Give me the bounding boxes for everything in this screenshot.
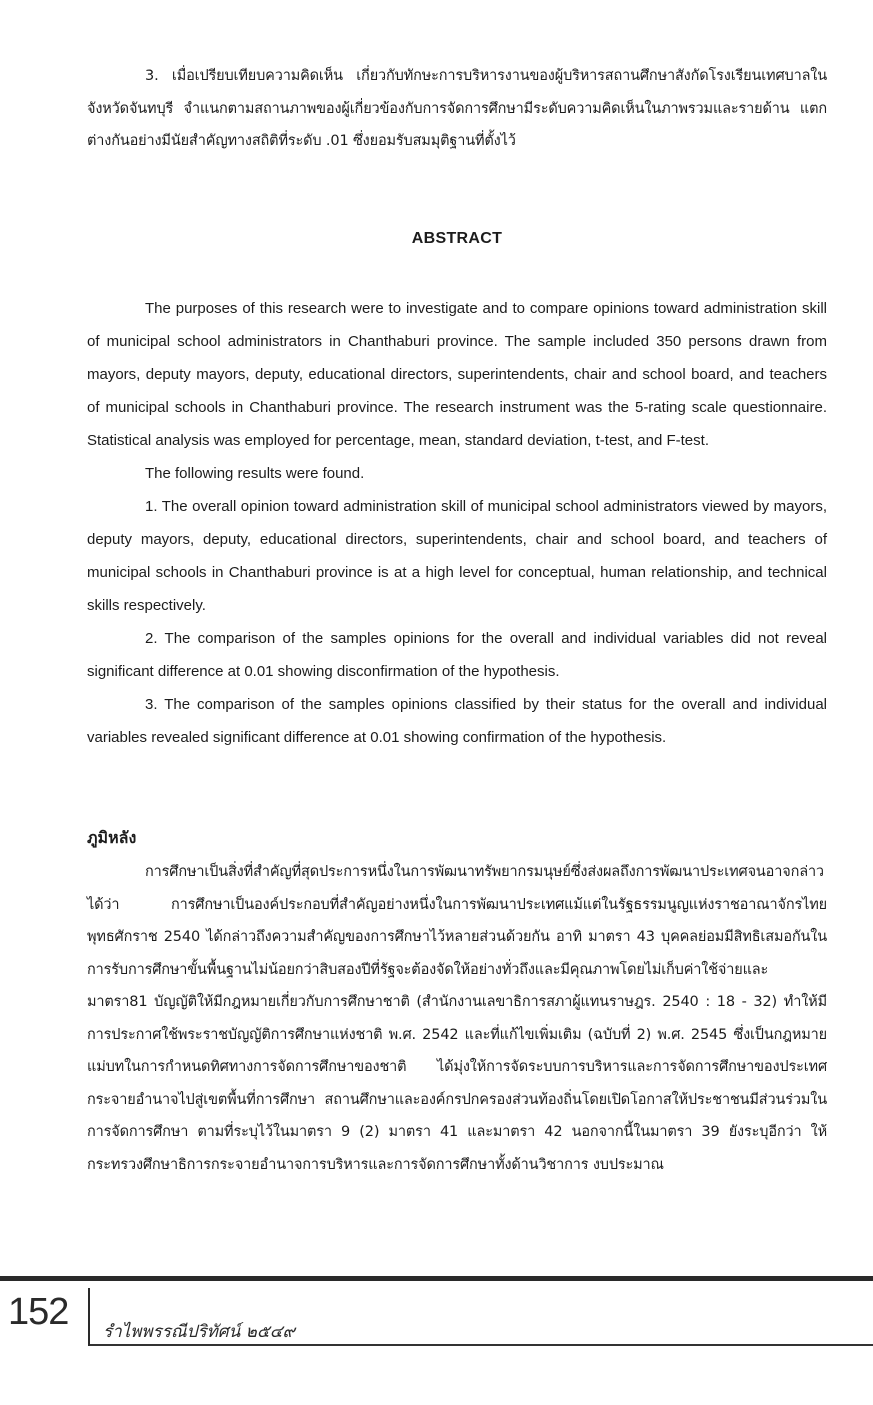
abstract-result-3: 3. The comparison of the samples opinions classified by their status for the overall and individual variables revealed significant difference at 0.01 showing confirmation of the hypothesis.: [87, 696, 827, 746]
thai-summary-section: [87, 60, 827, 158]
footer-bottom-rule: [90, 1344, 873, 1346]
abstract-intro-paragraph: The purposes of this research were to investigate and to compare opinions toward administration skill of municipal school administrators in Chanthaburi province. The sample included 350 persons drawn from mayors, deputy mayors, deputy, educational directors, superintendents, chair and school board, and teachers of municipal schools in Chanthaburi province. The research instrument was the 5-rating scale questionnaire. Statistical analysis was employed for percentage, mean, standard deviation, t-test, and F-test.: [87, 300, 827, 449]
footer-vertical-divider: [88, 1288, 90, 1346]
abstract-results-intro: The following results were found.: [145, 465, 365, 482]
abstract-result-2: 2. The comparison of the samples opinions for the overall and individual variables did not reveal significant difference at 0.01 showing disconfirmation of the hypothesis.: [87, 630, 827, 680]
abstract-body: [87, 292, 827, 754]
page-number: 152: [8, 1291, 69, 1333]
footer-top-rule: [0, 1276, 873, 1281]
background-section: [87, 856, 827, 1181]
journal-name: รำไพพรรณีปริทัศน์ ๒๕๔๙: [103, 1322, 296, 1342]
abstract-title: ABSTRACT: [411, 230, 503, 247]
thai-summary-point-3: 3. เมื่อเปรียบเทียบความคิดเห็น เกี่ยวกับทักษะการบริหารงานของผู้บริหารสถานศึกษาสังกัดโรงเรียนเทศบาลในจังหวัดจันทบุรี จำแนกตามสถานภาพของผู้เกี่ยวข้องกับการจัดการศึกษามีระดับความคิดเห็นในภาพรวมและรายด้าน แตกต่างกันอย่างมีนัยสำคัญทางสถิติที่ระดับ .01 ซึ่งยอมรับสมมุติฐานที่ตั้งไว้: [87, 68, 827, 149]
background-heading: ภูมิหลัง: [87, 828, 137, 847]
abstract-result-1: 1. The overall opinion toward administration skill of municipal school administrators viewed by mayors, deputy mayors, deputy, educational directors, superintendents, chair and school board, and teachers of municipal schools in Chanthaburi province is at a high level for conceptual, human relationship, and technical skills respectively.: [87, 498, 827, 614]
background-paragraph: การศึกษาเป็นสิ่งที่สำคัญที่สุดประการหนึ่งในการพัฒนาทรัพยากรมนุษย์ซึ่งส่งผลถึงการพัฒนาประเทศจนอาจกล่าวได้ว่า การศึกษาเป็นองค์ประกอบที่สำคัญอย่างหนึ่งในการพัฒนาประเทศแม้แต่ในรัฐธรรมนูญแห่งราชอาณาจักรไทยพุทธศักราช 2540 ได้กล่าวถึงความสำคัญของการศึกษาไว้หลายส่วนด้วยกัน อาทิ มาตรา 43 บุคคลย่อมมีสิทธิเสมอกันในการรับการศึกษาขั้นพื้นฐานไม่น้อยกว่าสิบสองปีที่รัฐจะต้องจัดให้อย่างทั่วถึงและมีคุณภาพโดยไม่เก็บค่าใช้จ่ายและมาตรา81 บัญญัติให้มีกฎหมายเกี่ยวกับการศึกษาชาติ (สำนักงานเลขาธิการสภาผู้แทนราษฎร. 2540 : 18 - 32) ทำให้มีการประกาศใช้พระราชบัญญัติการศึกษาแห่งชาติ พ.ศ. 2542 และที่แก้ไขเพิ่มเติม (ฉบับที่ 2) พ.ศ. 2545 ซึ่งเป็นกฎหมายแม่บทในการกำหนดทิศทางการจัดการศึกษาของชาติ ได้มุ่งให้การจัดระบบการบริหารและการจัดการศึกษาของประเทศ กระจายอำนาจไปสู่เขตพื้นที่การศึกษา สถานศึกษาและองค์กรปกครองส่วนท้องถิ่นโดยเปิดโอกาสให้ประชาชนมีส่วนร่วมในการจัดการศึกษา ตามที่ระบุไว้ในมาตรา 9 (2) มาตรา 41 และมาตรา 42 นอกจากนี้ในมาตรา 39 ยังระบุอีกว่า ให้กระทรวงศึกษาธิการกระจายอำนาจการบริหารและการจัดการศึกษาทั้งด้านวิชาการ งบประมาณ: [87, 864, 827, 1173]
